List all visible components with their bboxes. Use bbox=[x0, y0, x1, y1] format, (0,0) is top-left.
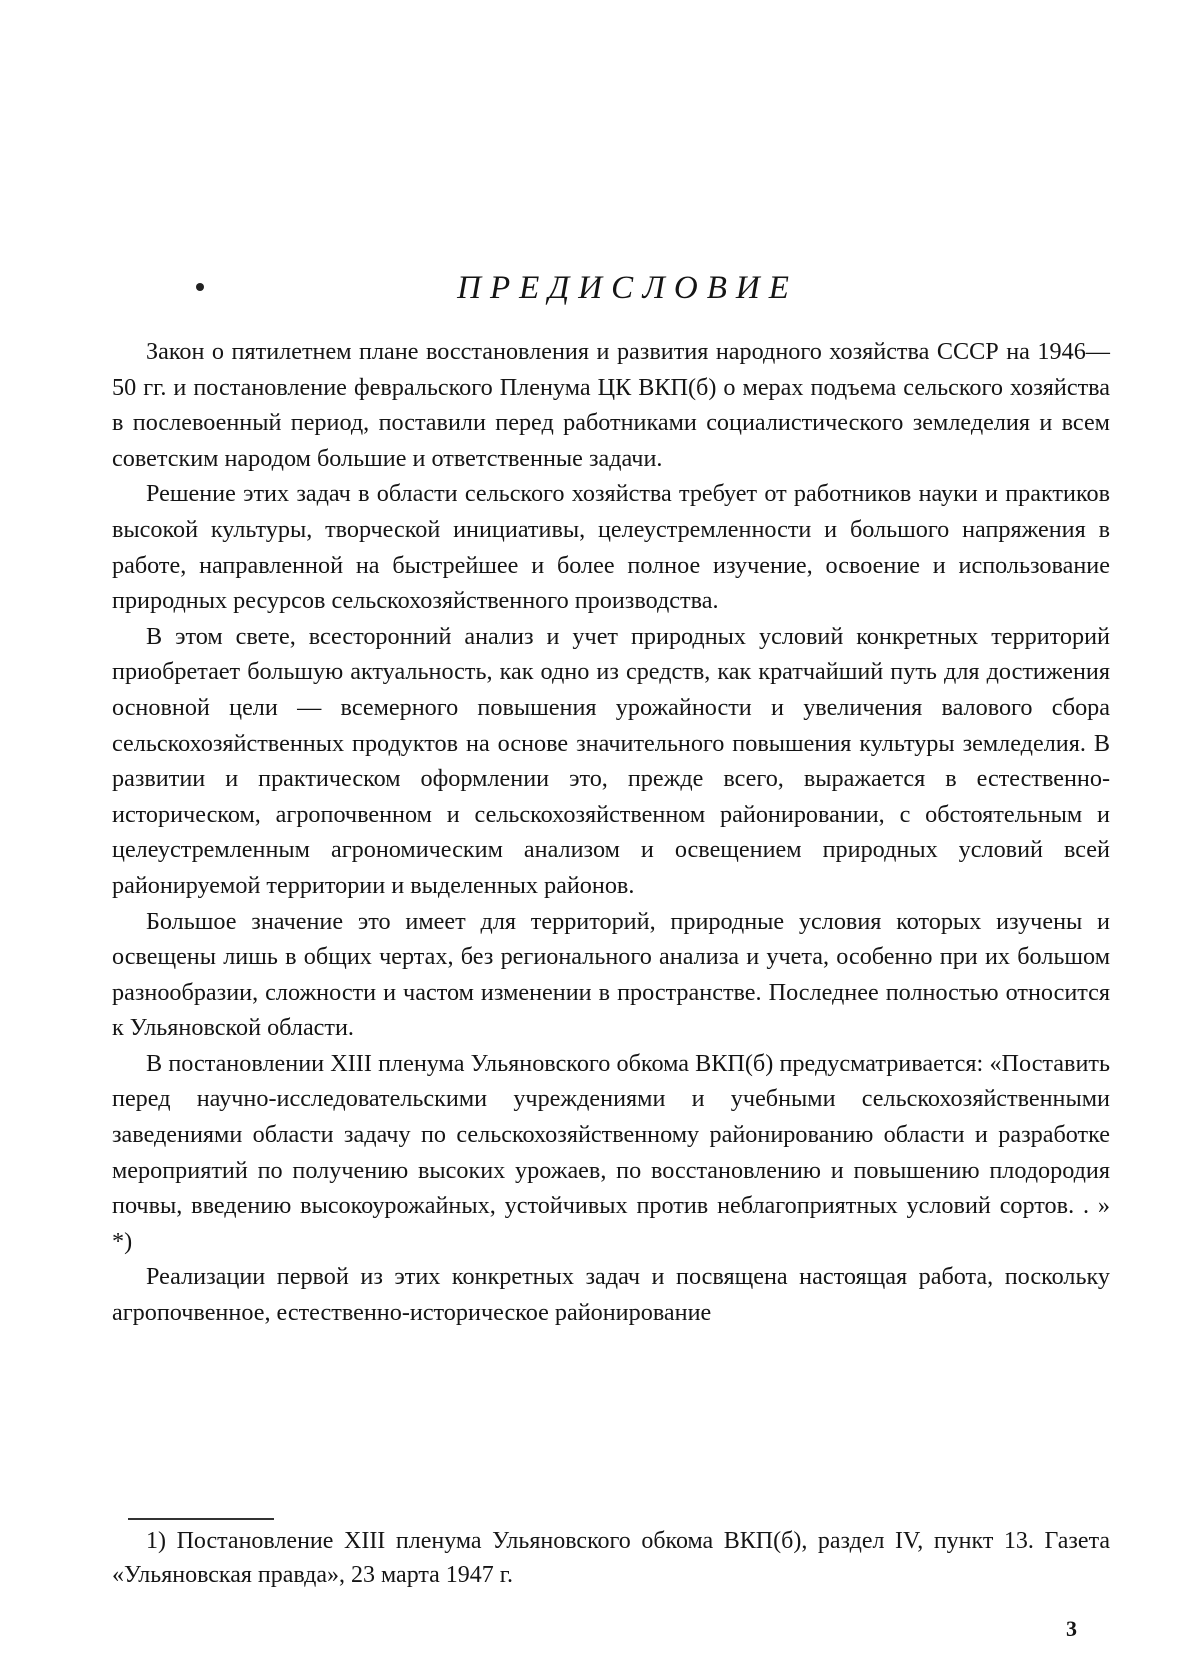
paragraph-4: Большое значение это имеет для территорий, природные условия которых изучены и освещены лишь в общих чертах, без регионального анализа и учета, особенно при их большом разнообразии, сложности и частом изменении в пространстве. Последнее полностью относится к Ульяновской области. bbox=[112, 907, 1110, 1042]
paragraph-3: В этом свете, всесторонний анализ и учет природных условий конкретных территорий приобретает большую актуальность, как одно из средств, как кратчайший путь для достижения основной цели — всемерного повышения урожайности и увеличения валового сбора сельскохозяйственных продуктов на основе значительного повышения культуры земледелия. В развитии и практическом оформлении это, прежде всего, выражается в естественно-историческом, агропочвенном и сельскохозяйственном районировании, с обстоятельным и целеустремленным агрономическим анализом и освещением природных условий всей районируемой территории и выделенных районов. bbox=[112, 622, 1110, 899]
paragraph-6: Реализации первой из этих конкретных задач и посвящена настоящая работа, поскольку агропочвенное, естественно-историческое районирование bbox=[112, 1263, 1110, 1327]
footnote-separator bbox=[128, 1518, 274, 1520]
paragraph-5: В постановлении XIII пленума Ульяновского обкома ВКП(б) предусматривается: «Поставить перед научно-исследовательскими учреждениями и учебными сельскохозяйственными заведениями области задачу по сельскохозяйственному районированию области и разработке мероприятий по получению высоких урожаев, по восстановлению и повышению плодородия почвы, введению высокоурожайных, устойчивых против неблагоприятных условий сортов. . » *) bbox=[112, 1049, 1110, 1255]
footnote bbox=[112, 1524, 1110, 1592]
paragraph-2: Решение этих задач в области сельского хозяйства требует от работников науки и практиков высокой культуры, творческой инициативы, целеустремленности и большого напряжения в работе, направленной на быстрейшее и более полное изучение, освоение и использование природных ресурсов сельскохозяйственного производства. bbox=[112, 480, 1110, 615]
footnote-text: 1) Постановление XIII пленума Ульяновского обкома ВКП(б), раздел IV, пункт 13. Газета «Ульяновская правда», 23 марта 1947 г. bbox=[112, 1528, 1110, 1588]
page-number: 3 bbox=[1066, 1616, 1077, 1641]
page-title: ПРЕДИСЛОВИЕ bbox=[457, 270, 798, 306]
paragraph-1: Закон о пятилетнем плане восстановления и развития народного хозяйства СССР на 1946—50 гг. и постановление февральского Пленума ЦК ВКП(б) о мерах подъема сельского хозяйства в послевоенный период, поставили перед работниками социалистического земледелия и всем советским народом большие и ответственные задачи. bbox=[112, 338, 1110, 472]
body-text bbox=[112, 334, 1110, 1331]
